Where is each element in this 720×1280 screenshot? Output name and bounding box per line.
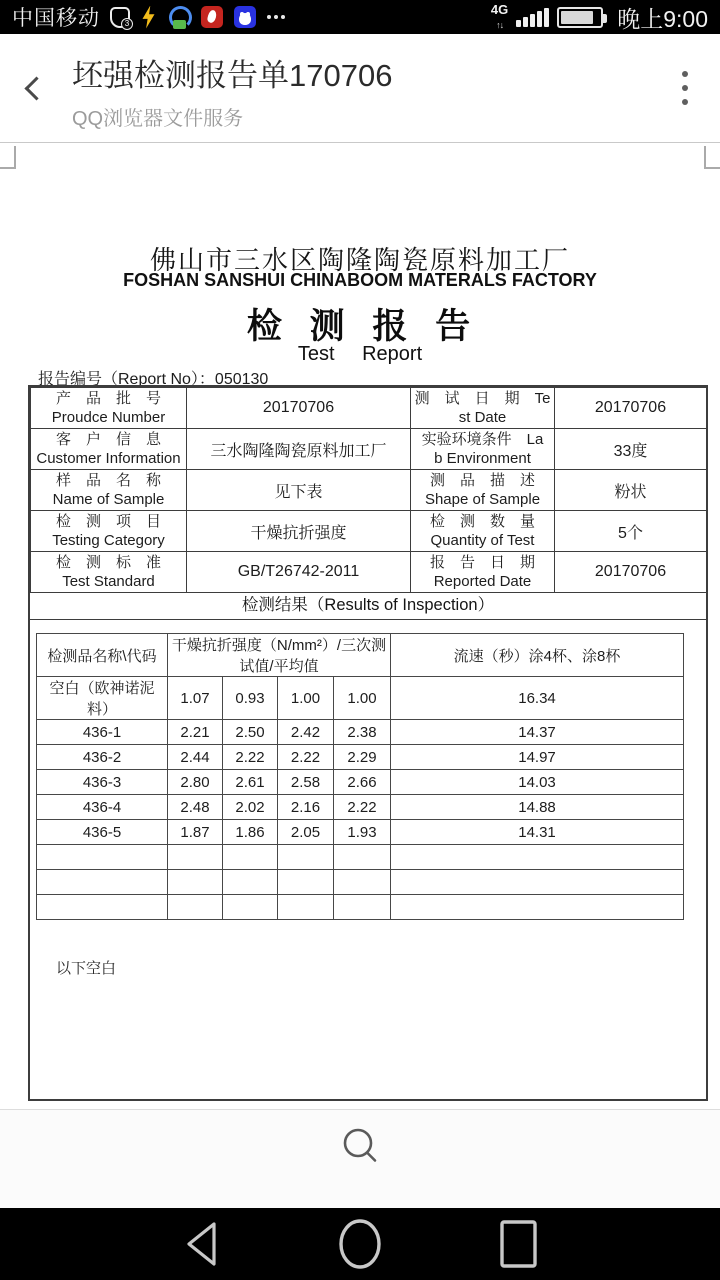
results-cell xyxy=(334,845,391,870)
results-table xyxy=(36,633,684,920)
nav-back-icon[interactable] xyxy=(180,1218,224,1270)
network-type-icon: 4G ↑↓ xyxy=(491,3,508,32)
signal-strength-icon xyxy=(516,7,549,27)
results-cell xyxy=(391,870,684,895)
battery-fill xyxy=(561,11,593,24)
results-cell xyxy=(37,870,168,895)
nav-home-icon[interactable] xyxy=(336,1218,384,1270)
results-cell xyxy=(168,895,223,920)
results-cell: 2.48 xyxy=(168,795,223,820)
results-row xyxy=(37,870,684,895)
app-header xyxy=(0,34,720,143)
report-number: 报告编号（Report No）：050130 xyxy=(38,371,269,388)
report-title-en: Test Report xyxy=(297,343,423,365)
results-cell: 14.03 xyxy=(391,770,684,795)
results-cell: 2.44 xyxy=(168,745,223,770)
results-row xyxy=(37,820,684,845)
results-cell xyxy=(223,895,278,920)
info-label-cell: 检 测 标 准 Test Standard xyxy=(31,552,187,593)
results-cell xyxy=(223,845,278,870)
data-arrows-icon xyxy=(496,16,503,32)
results-cell xyxy=(278,845,334,870)
document-viewer[interactable] xyxy=(0,143,720,1208)
nav-recents-icon[interactable] xyxy=(496,1218,540,1270)
page-subtitle: QQ浏览器文件服务 xyxy=(72,107,244,130)
results-cell xyxy=(37,895,168,920)
info-label-cell: 产 品 批 号 Proudce Number xyxy=(31,388,187,429)
results-cell xyxy=(391,845,684,870)
viewer-bottom-strip xyxy=(0,1110,720,1208)
results-cell: 0.93 xyxy=(223,677,278,720)
info-label-cell: 样 品 名 称 Name of Sample xyxy=(31,470,187,511)
clock-label: 晚上9:00 xyxy=(617,5,708,32)
results-cell: 14.97 xyxy=(391,745,684,770)
back-button[interactable] xyxy=(0,34,72,142)
results-banner: 检测结果（Results of Inspection） xyxy=(30,593,706,620)
info-value-cell: 三水陶隆陶瓷原料加工厂 xyxy=(187,429,411,470)
company-name-cn: 佛山市三水区陶隆陶瓷原料加工厂 xyxy=(149,245,570,275)
results-cell: 2.22 xyxy=(278,745,334,770)
results-cell xyxy=(278,870,334,895)
more-notifications-icon xyxy=(267,15,271,19)
footer-note: 以下空白 xyxy=(56,960,117,977)
results-wrap xyxy=(36,633,684,920)
info-value-cell: 33度 xyxy=(555,429,707,470)
results-cell: 2.22 xyxy=(334,795,391,820)
results-cell: 436-3 xyxy=(37,770,168,795)
info-value-cell: 20170706 xyxy=(187,388,411,429)
results-cell: 436-4 xyxy=(37,795,168,820)
info-label-cell: 客 户 信 息 Customer Information xyxy=(31,429,187,470)
results-cell: 2.22 xyxy=(223,745,278,770)
info-label-cell: 检 测 项 目 Testing Category xyxy=(31,511,187,552)
battery-nub xyxy=(603,14,607,23)
results-row xyxy=(37,770,684,795)
baidu-app-icon xyxy=(234,6,256,28)
results-cell: 1.93 xyxy=(334,820,391,845)
android-nav-bar xyxy=(0,1208,720,1280)
info-table xyxy=(30,387,707,593)
results-cell xyxy=(391,895,684,920)
info-row xyxy=(31,388,707,429)
results-row xyxy=(37,845,684,870)
results-cell xyxy=(168,870,223,895)
results-cell: 1.07 xyxy=(168,677,223,720)
badge-count: 3 xyxy=(121,18,133,30)
company-name-en: FOSHAN SANSHUI CHINABOOM MATERALS FACTORY xyxy=(123,270,597,290)
info-row xyxy=(31,470,707,511)
results-cell: 436-2 xyxy=(37,745,168,770)
flashlight-icon xyxy=(141,6,156,29)
headset-chat-app-icon xyxy=(167,6,190,29)
results-cell: 1.00 xyxy=(278,677,334,720)
battery-icon xyxy=(557,7,603,28)
info-label-cell: 测 品 描 述 Shape of Sample xyxy=(411,470,555,511)
info-label-cell: 报 告 日 期 Reported Date xyxy=(411,552,555,593)
back-chevron-icon xyxy=(24,76,48,100)
info-value-cell: 见下表 xyxy=(187,470,411,511)
results-col-header: 检测品名称\代码 xyxy=(37,634,168,677)
results-cell xyxy=(223,870,278,895)
results-cell: 14.88 xyxy=(391,795,684,820)
results-cell xyxy=(334,870,391,895)
page-corner-right xyxy=(704,146,720,169)
results-row xyxy=(37,720,684,745)
results-cell: 14.31 xyxy=(391,820,684,845)
results-cell: 2.61 xyxy=(223,770,278,795)
info-table-body xyxy=(31,388,707,593)
status-bar-right xyxy=(491,1,708,34)
info-value-cell: 20170706 xyxy=(555,552,707,593)
results-cell: 2.50 xyxy=(223,720,278,745)
results-cell: 2.58 xyxy=(278,770,334,795)
info-row xyxy=(31,552,707,593)
page-corner-left xyxy=(0,146,16,169)
results-cell: 2.80 xyxy=(168,770,223,795)
menu-dot xyxy=(682,99,688,105)
info-value-cell: 5个 xyxy=(555,511,707,552)
results-header-row xyxy=(37,634,684,677)
results-cell: 2.21 xyxy=(168,720,223,745)
results-col-header: 干燥抗折强度（N/mm²）/三次测试值/平均值 xyxy=(168,634,391,677)
info-row xyxy=(31,429,707,470)
results-cell xyxy=(37,845,168,870)
results-cell: 16.34 xyxy=(391,677,684,720)
info-label-cell: 测 试 日 期 Te st Date xyxy=(411,388,555,429)
results-cell: 1.86 xyxy=(223,820,278,845)
menu-dot xyxy=(682,71,688,77)
results-cell: 2.16 xyxy=(278,795,334,820)
report-title-cn: 检 测 报 告 xyxy=(246,307,474,346)
results-row xyxy=(37,745,684,770)
page-title: 坯强检测报告单170706 xyxy=(72,57,393,93)
search-icon xyxy=(339,1126,381,1168)
notification-icons xyxy=(110,6,283,29)
results-cell: 2.05 xyxy=(278,820,334,845)
info-label-cell: 检 测 数 量 Quantity of Test xyxy=(411,511,555,552)
header-text xyxy=(72,46,650,131)
status-bar xyxy=(0,0,720,34)
info-value-cell: 20170706 xyxy=(555,388,707,429)
results-cell: 2.29 xyxy=(334,745,391,770)
results-cell xyxy=(334,895,391,920)
results-cell: 2.66 xyxy=(334,770,391,795)
results-cell: 1.87 xyxy=(168,820,223,845)
overflow-menu-button[interactable] xyxy=(650,34,720,142)
document-page xyxy=(0,143,720,1110)
info-value-cell: GB/T26742-2011 xyxy=(187,552,411,593)
results-cell: 436-5 xyxy=(37,820,168,845)
report-body-box xyxy=(28,385,708,1101)
results-cell: 14.37 xyxy=(391,720,684,745)
carrier-label: 中国移动 xyxy=(12,7,100,30)
results-cell: 436-1 xyxy=(37,720,168,745)
red-app-icon xyxy=(201,6,223,28)
info-label-cell: 实验环境条件 La b Environment xyxy=(411,429,555,470)
info-row xyxy=(31,511,707,552)
results-row xyxy=(37,795,684,820)
results-cell xyxy=(168,845,223,870)
results-cell: 1.00 xyxy=(334,677,391,720)
results-row xyxy=(37,895,684,920)
results-table-body xyxy=(37,677,684,920)
results-col-header: 流速（秒）涂4杯、涂8杯 xyxy=(391,634,684,677)
results-cell: 2.42 xyxy=(278,720,334,745)
menu-dot xyxy=(682,85,688,91)
results-row xyxy=(37,677,684,720)
info-value-cell: 干燥抗折强度 xyxy=(187,511,411,552)
results-cell xyxy=(278,895,334,920)
results-cell: 2.02 xyxy=(223,795,278,820)
info-value-cell: 粉状 xyxy=(555,470,707,511)
search-button[interactable] xyxy=(339,1126,381,1208)
results-cell: 2.38 xyxy=(334,720,391,745)
results-cell: 空白（欧神诺泥料） xyxy=(37,677,168,720)
security-shield-icon xyxy=(110,7,130,28)
